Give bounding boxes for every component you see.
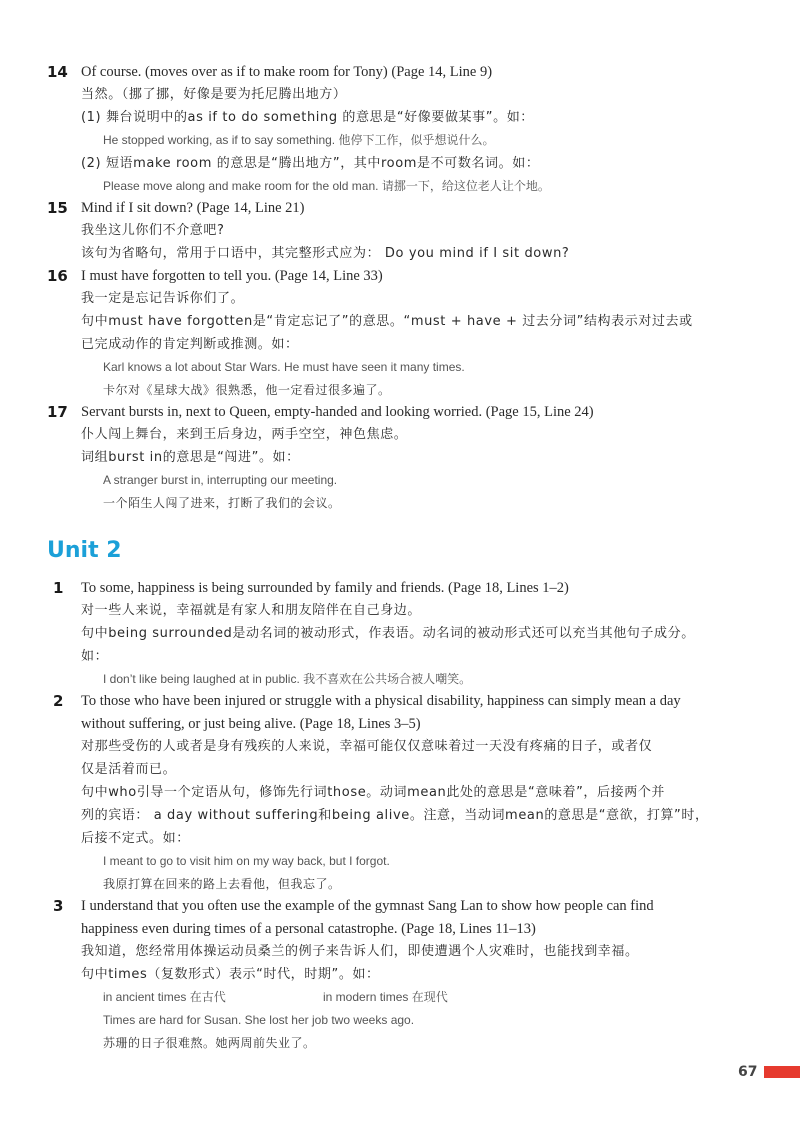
- text-line: 句中times（复数形式）表示“时代，时期”。如：: [81, 967, 380, 982]
- text-line: without suffering, or just being alive. (Page 18, Lines 3–5): [81, 716, 421, 732]
- text-line: 如：: [81, 649, 109, 664]
- item-number: 14: [47, 63, 68, 81]
- text-line: 对一些人来说，幸福就是有家人和朋友陪伴在自己身边。: [81, 603, 422, 618]
- text-line: 我知道，您经常用体操运动员桑兰的例子来告诉人们，即使遭遇个人灾难时，也能找到幸福。: [81, 944, 639, 959]
- example-line: I meant to go to visit him on my way back, but I forgot.: [103, 854, 390, 868]
- text-line: To those who have been injured or struggle with a physical disability, happiness can simply mean a day: [81, 693, 681, 709]
- text-line: 该句为省略句，常用于口语中，其完整形式应为： Do you mind if I sit down?: [81, 246, 570, 261]
- item-number: 16: [47, 267, 68, 285]
- text-line: 当然。（挪了挪，好像是要为托尼腾出地方）: [81, 87, 347, 102]
- example-line: 苏珊的日子很难熬。她两周前失业了。: [103, 1036, 316, 1050]
- text-line: (2) 短语make room 的意思是“腾出地方”，其中room是不可数名词。如：: [81, 156, 540, 171]
- item-number: 17: [47, 403, 68, 421]
- text-line: 句中who引导一个定语从句，修饰先行词those。动词mean此处的意思是“意味着”，后接两个并: [81, 785, 666, 800]
- example-line: 卡尔对《星球大战》很熟悉，他一定看过很多遍了。: [103, 383, 391, 397]
- example-line: I don’t like being laughed at in public. 我不喜欢在公共场合被人嘲笑。: [103, 672, 472, 686]
- text-line: 句中must have forgotten是“肯定忘记了”的意思。“must + have + 过去分词”结构表示对过去或: [81, 314, 693, 329]
- text-line: 句中being surrounded是动名词的被动形式，作表语。动名词的被动形式还可以充当其他句子成分。: [81, 626, 695, 641]
- text-line: 对那些受伤的人或者是身有残疾的人来说，幸福可能仅仅意味着过一天没有疼痛的日子，或者仅: [81, 739, 653, 754]
- text-line: I must have forgotten to tell you. (Page 14, Line 33): [81, 268, 383, 284]
- example-line: 我原打算在回来的路上去看他，但我忘了。: [103, 877, 341, 891]
- item-number: 1: [53, 579, 64, 597]
- text-line: 已完成动作的肯定判断或推测。如：: [81, 337, 299, 352]
- text-line: 我一定是忘记告诉你们了。: [81, 291, 245, 306]
- example-line: Times are hard for Susan. She lost her job two weeks ago.: [103, 1013, 415, 1027]
- text-line: 我坐这儿你们不介意吧?: [81, 223, 225, 238]
- page-number-bar: [764, 1066, 800, 1078]
- text-line: 词组burst in的意思是“闯进”。如：: [81, 450, 300, 465]
- item-number: 15: [47, 199, 68, 217]
- text-line: 列的宾语： a day without suffering和being alive。注意，当动词mean的意思是“意欲，打算”时，: [81, 808, 709, 823]
- text-line: I understand that you often use the example of the gymnast Sang Lan to show how people can find: [81, 898, 654, 914]
- example-line: in modern times 在现代: [323, 990, 448, 1004]
- text-line: Mind if I sit down? (Page 14, Line 21): [81, 200, 305, 216]
- item-number: 3: [53, 897, 64, 915]
- text-line: happiness even during times of a personal catastrophe. (Page 18, Lines 11–13): [81, 921, 536, 937]
- item-number: 2: [53, 692, 64, 710]
- text-line: Servant bursts in, next to Queen, empty-handed and looking worried. (Page 15, Line 24): [81, 404, 594, 420]
- text-line: To some, happiness is being surrounded by family and friends. (Page 18, Lines 1–2): [81, 580, 569, 596]
- text-line: 仅是活着而已。: [81, 762, 177, 777]
- text-line: 后接不定式。如：: [81, 831, 190, 846]
- page-number: 67: [738, 1064, 758, 1080]
- example-line: in ancient times 在古代: [103, 990, 226, 1004]
- text-line: Of course. (moves over as if to make room for Tony) (Page 14, Line 9): [81, 64, 493, 80]
- example-line: A stranger burst in, interrupting our meeting.: [103, 473, 338, 487]
- unit-heading: Unit 2: [47, 538, 122, 563]
- example-line: Karl knows a lot about Star Wars. He must have seen it many times.: [103, 360, 465, 374]
- example-line: Please move along and make room for the old man. 请挪一下，给这位老人让个地。: [103, 179, 550, 193]
- text-line: 仆人闯上舞台，来到王后身边，两手空空，神色焦虑。: [81, 427, 408, 442]
- example-line: 一个陌生人闯了进来，打断了我们的会议。: [103, 496, 341, 510]
- example-line: He stopped working, as if to say something. 他停下工作，似乎想说什么。: [103, 133, 495, 147]
- text-line: (1) 舞台说明中的as if to do something 的意思是“好像要做某事”。如：: [81, 110, 534, 125]
